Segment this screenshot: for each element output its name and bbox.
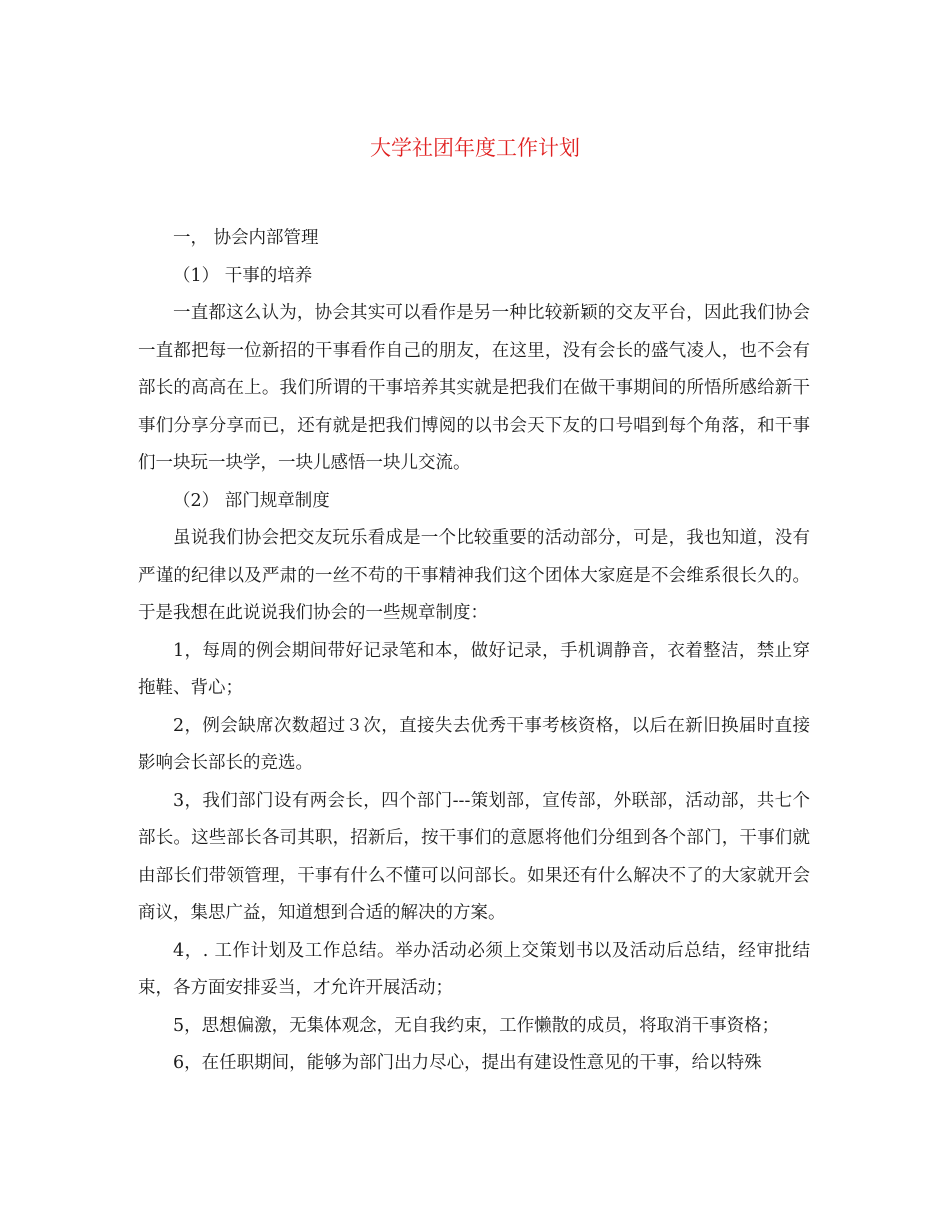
rule-item-2: 2，例会缺席次数超过３次，直接失去优秀干事考核资格，以后在新旧换届时直接影响会长部长的竞选。 — [138, 715, 810, 773]
rule-item-6: 6，在任职期间，能够为部门出力尽心，提出有建设性意见的干事，给以特殊 — [173, 1053, 762, 1073]
rule-item-1: 1，每周的例会期间带好记录笔和本，做好记录，手机调静音，衣着整洁，禁止穿拖鞋、背心； — [138, 640, 810, 698]
rule-item-4: 4，. 工作计划及工作总结。举办活动必须上交策划书以及活动后总结，经审批结束，各方面安排妥当，才允许开展活动； — [138, 940, 810, 998]
subsection-heading-staff-training: （1） 干事的培养 — [173, 265, 313, 286]
paragraph-staff-training: 一直都这么认为，协会其实可以看作是另一种比较新颖的交友平台，因此我们协会一直都把每一位新招的干事看作自己的朋友，在这里，没有会长的盛气凌人，也不会有部长的高高在上。我们所谓的干事培养其实就是把我们在做干事期间的所悟所感给新干事们分享分享而已，还有就是把我们博阅的以书会天下友的口号唱到每个角落，和干事们一块玩一块学，一块儿感悟一块儿交流。 — [138, 303, 810, 473]
section-heading-internal-management: 一， 协会内部管理 — [173, 228, 319, 248]
subsection-heading-department-rules: （2） 部门规章制度 — [173, 490, 330, 511]
paragraph-rules-intro: 虽说我们协会把交友玩乐看成是一个比较重要的活动部分，可是，我也知道，没有严谨的纪律以及严肃的一丝不苟的干事精神我们这个团体大家庭是不会维系很长久的。于是我想在此说说我们协会的一些规章制度： — [138, 528, 810, 623]
document-title: 大学社团年度工作计划 — [370, 136, 580, 160]
rule-item-5: 5，思想偏激，无集体观念，无自我约束，工作懒散的成员，将取消干事资格； — [173, 1015, 780, 1036]
rule-item-3: 3，我们部门设有两会长，四个部门---策划部，宣传部，外联部，活动部，共七个部长。这些部长各司其职，招新后，按干事们的意愿将他们分组到各个部门，干事们就由部长们带领管理，干事有什么不懂可以问部长。如果还有什么解决不了的大家就开会商议，集思广益，知道想到合适的解决的方案。 — [138, 790, 810, 923]
document-body — [138, 220, 810, 1083]
